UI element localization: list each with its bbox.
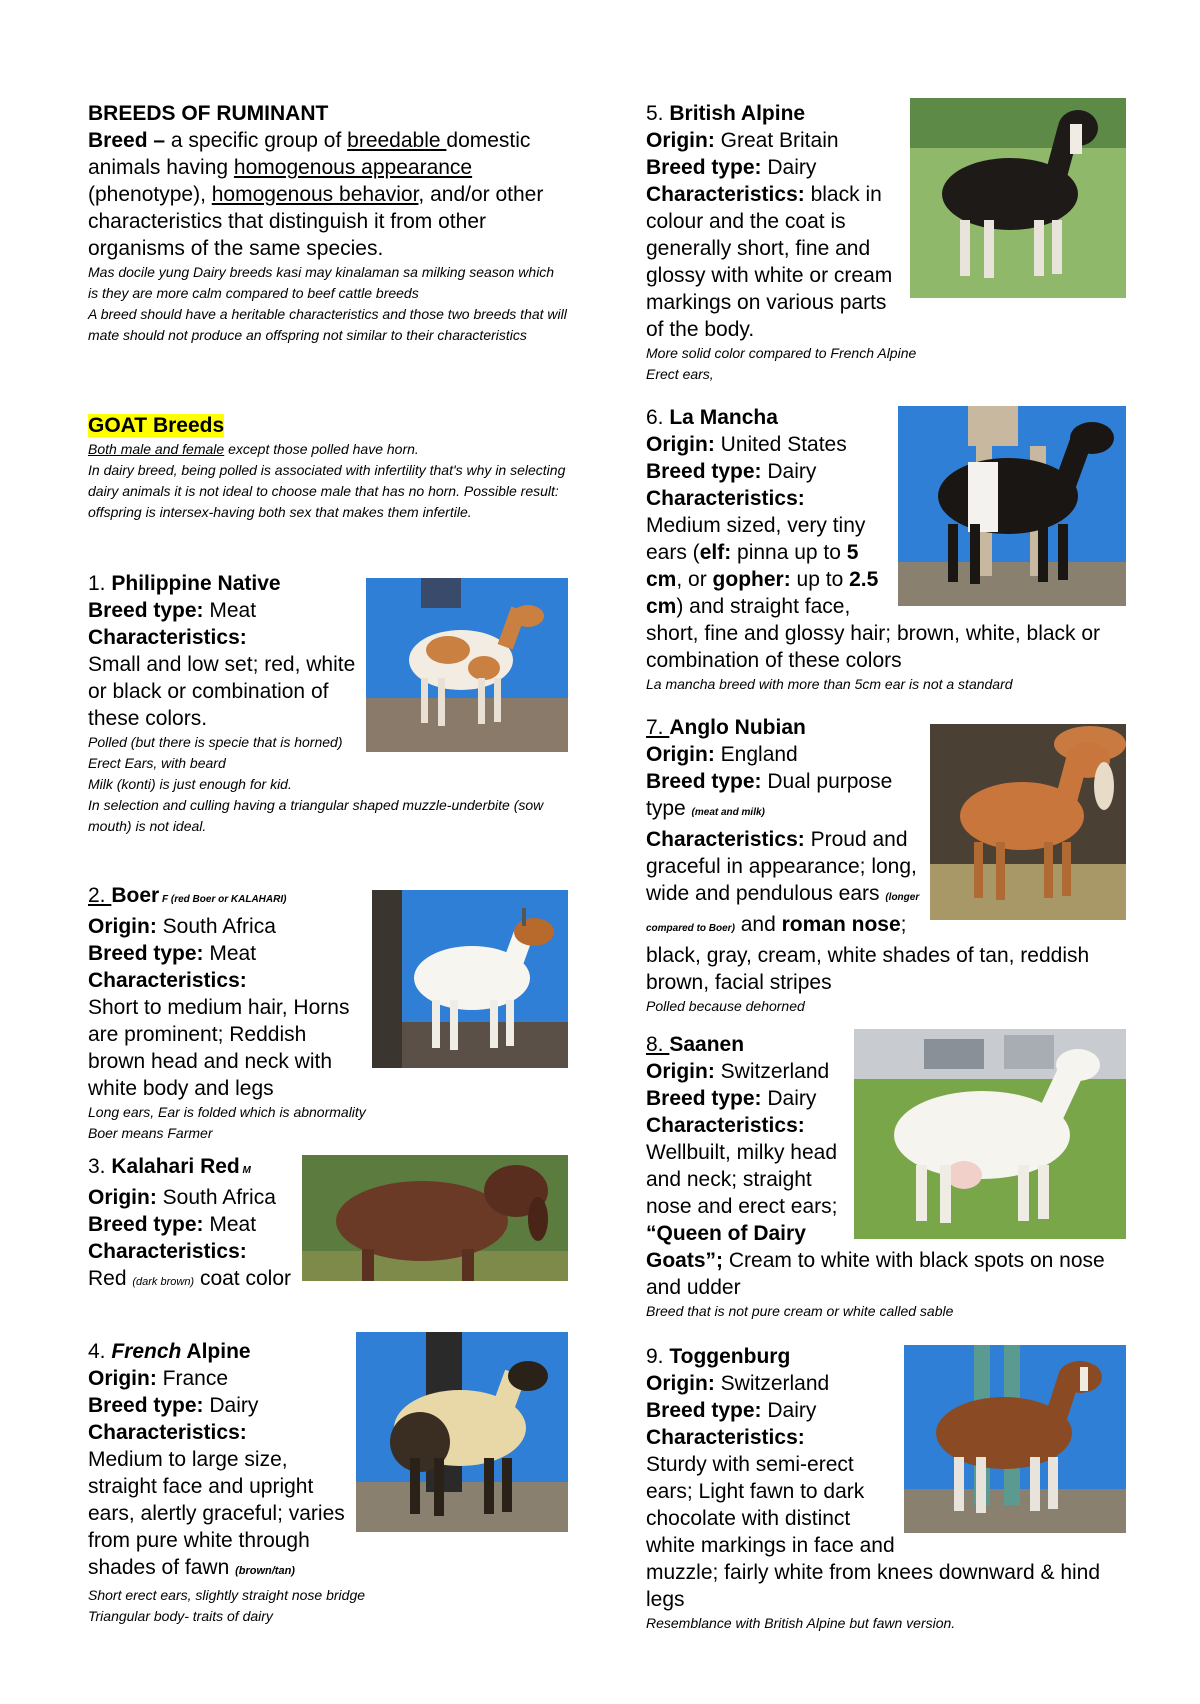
philippine-native-name: Philippine Native [111, 572, 281, 595]
breed-british-alpine: 5. British Alpine Origin: Great Britain Breed type: Dairy Characteristics: black in colour and the coat is generally short, fine and glossy with white or cream markings on various parts of the body. More solid color compared to French Alpine Erect ears, [646, 100, 1126, 385]
british-alpine-name: British Alpine [669, 102, 806, 125]
la-mancha-name: La Mancha [669, 406, 778, 429]
boer-photo [372, 890, 568, 1068]
page-title: BREEDS OF RUMINANT [88, 102, 329, 125]
breed-philippine-native: 1. Philippine Native Breed type: Meat Characteristics: Small and low set; red, white or black or combination of these colors. Polled (but there is specie that is horned) Erect Ears, with beard Milk (konti) is just enough for kid. In selection and culling having a triangular shaped muzzle-underbite (sow mouth) is not ideal. [88, 570, 568, 837]
toggenburg-photo [904, 1345, 1126, 1533]
kalahari-red-name: Kalahari Red [111, 1155, 240, 1178]
anglo-nubian-name: Anglo Nubian [669, 716, 806, 739]
goat-section [88, 412, 568, 523]
french-alpine-name: French Alpine [111, 1340, 251, 1363]
toggenburg-chars: Sturdy with semi-erect ears; Light fawn to dark chocolate with distinct white markings in face and muzzle; fairly white from knees downward & hind legs [646, 1453, 1101, 1611]
philippine-native-photo [366, 578, 568, 752]
philippine-native-chars: Small and low set; red, white or black or combination of these colors. [88, 653, 356, 730]
boer-name: Boer [111, 884, 160, 907]
breed-la-mancha: 6. La Mancha Origin: United States Breed type: Dairy Characteristics: Medium sized, very tiny ears (elf: pinna up to 5 cm, or gopher: up to 2.5 cm) and straight face, short, fine and glossy hair; brown, white, black or combination of these colors La mancha breed with more than 5cm ear is not a standard [646, 404, 1126, 695]
anglo-nubian-photo [930, 724, 1126, 920]
saanen-name: Saanen [669, 1033, 745, 1056]
kalahari-red-chars: Red (dark brown) coat color [88, 1267, 291, 1290]
goat-note: Both male and female except those polled have horn. [88, 441, 419, 457]
goat-heading: GOAT Breeds [88, 414, 225, 437]
british-alpine-chars: Characteristics: black in colour and the coat is generally short, fine and glossy with white or cream markings on various parts of the body. [646, 183, 893, 341]
goat-note-2: In dairy breed, being polled is associated with infertility that's why in selecting dairy animals it is not ideal to choose male that has no horn. Possible result: offspring is intersex-having both sex that makes them infertile. [88, 462, 566, 520]
toggenburg-name: Toggenburg [669, 1345, 791, 1368]
breed-kalahari-red: 3. Kalahari Red M Origin: South Africa Breed type: Meat Characteristics: Red (dark brown) coat color [88, 1153, 568, 1296]
intro-note-1: Mas docile yung Dairy breeds kasi may kinalaman sa milking season which is they are more calm compared to beef cattle breeds [88, 264, 555, 301]
french-alpine-photo [356, 1332, 568, 1532]
saanen-photo [854, 1029, 1126, 1239]
la-mancha-chars: Medium sized, very tiny ears (elf: pinna up to 5 cm, or gopher: up to 2.5 cm) and straight face, short, fine and glossy hair; brown, white, black or combination of these colors [646, 514, 1101, 672]
british-alpine-photo [910, 98, 1126, 298]
anglo-nubian-chars: Characteristics: Proud and graceful in appearance; long, wide and pendulous ears (longer compared to Boer) and roman nose; black, gray, cream, white shades of tan, reddish brown, facial stripes [646, 828, 1090, 994]
breed-saanen: 8. Saanen Origin: Switzerland Breed type: Dairy Characteristics: Wellbuilt, milky head and neck; straight nose and erect ears; “Queen of Dairy Goats”; Cream to white with black spots on nose and udder Breed that is not pure cream or white called sable [646, 1031, 1126, 1322]
french-alpine-chars: Medium to large size, straight face and upright ears, alertly graceful; varies from pure white through shades of fawn (brown/tan) [88, 1448, 345, 1579]
intro-section [88, 100, 568, 346]
saanen-chars: Wellbuilt, milky head and neck; straight nose and erect ears; “Queen of Dairy Goats”; Cream to white with black spots on nose and udder [646, 1141, 1105, 1299]
kalahari-red-photo [302, 1155, 568, 1281]
breed-boer: 2. Boer F (red Boer or KALAHARI) Origin: South Africa Breed type: Meat Characteristics: Short to medium hair, Horns are prominent; Reddish brown head and neck with white body and legs Long ears, Ear is folded which is abnormality Boer means Farmer [88, 882, 568, 1144]
intro-note-2: A breed should have a heritable characteristics and those two breeds that will mate should not produce an offspring not similar to their characteristics [88, 306, 567, 343]
la-mancha-photo [898, 406, 1126, 606]
breed-definition: Breed – a specific group of breedable domestic animals having homogenous appearance (phenotype), homogenous behavior, and/or other characteristics that distinguish it from other organisms of the same species. [88, 129, 544, 260]
breed-toggenburg: 9. Toggenburg Origin: Switzerland Breed type: Dairy Characteristics: Sturdy with semi-erect ears; Light fawn to dark chocolate with distinct white markings in face and muzzle; fairly white from knees downward & hind legs Resemblance with British Alpine but fawn version. [646, 1343, 1126, 1634]
breed-french-alpine: 4. French Alpine Origin: France Breed type: Dairy Characteristics: Medium to large size, straight face and upright ears, alertly graceful; varies from pure white through shades of fawn (brown/tan) Short erect ears, slightly straight nose bridge Triangular body- traits of dairy [88, 1338, 568, 1627]
boer-chars: Short to medium hair, Horns are prominent; Reddish brown head and neck with white body and legs [88, 996, 350, 1100]
breed-anglo-nubian: 7. Anglo Nubian Origin: England Breed type: Dual purpose type (meat and milk) Characteristics: Proud and graceful in appearance; long, wide and pendulous ears (longer compared to Boer) and roman nose; black, gray, cream, white shades of tan, reddish brown, facial stripes Polled because dehorned [646, 714, 1126, 1017]
